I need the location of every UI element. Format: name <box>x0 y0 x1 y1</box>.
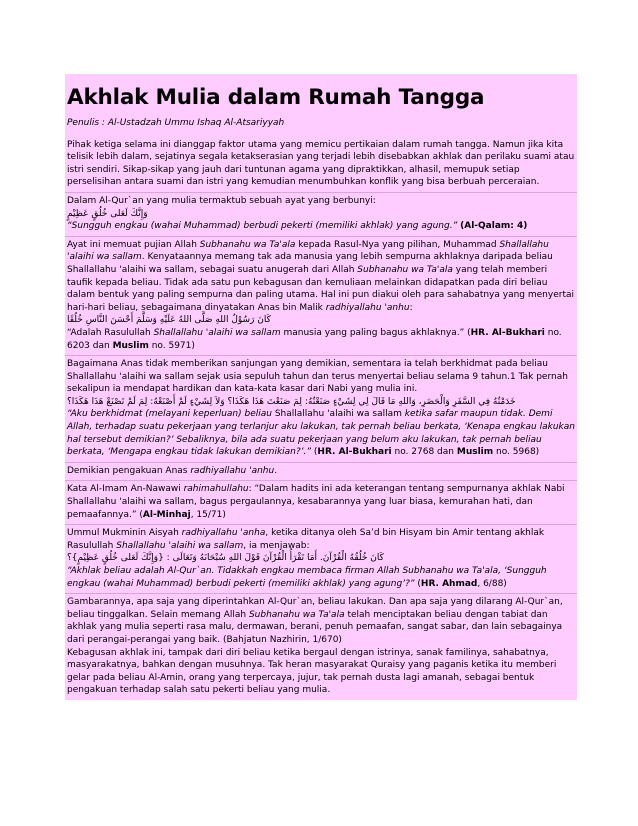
text: no. 5971) <box>148 340 195 351</box>
paragraph-6 <box>65 594 577 700</box>
text: Kata Al-Imam An-Nawawi <box>67 484 184 495</box>
text-bold: HR. Ahmad <box>420 578 478 589</box>
text: no. 6203 dan <box>67 327 562 351</box>
text-italic: “Aku berkhidmat (melayani keperluan) beliau <box>67 409 275 420</box>
quran-translation-line <box>67 220 575 233</box>
page-title: Akhlak Mulia dalam Rumah Tangga <box>65 74 577 117</box>
paragraph-1-text <box>67 239 575 315</box>
quran-reference: (Al-Qalam: 4) <box>460 221 528 232</box>
hadith-translation-1 <box>67 327 575 352</box>
text-italic: radhiyallahu 'anhu <box>190 465 275 476</box>
text: . Kenyataannya memang tak ada manusia yang lebih sempurna akhlaknya daripada beliau Shallallahu 'alaihi wa sallam, sebagai suatu anugerah dari Allah <box>67 252 553 275</box>
text: telah menciptakan beliau dengan tabiat dan akhlak yang mulia seperti rasa malu, dermawan, berani, penuh pemaafan, sangat sabar, dan lain sebagainya dari perangai-perangai yang baik. (Bahjatun Nazhirin, 1/670) <box>67 609 563 645</box>
text-italic: radhiyallahu 'anhu <box>325 302 410 313</box>
text: , ketika ditanya oleh Sa’d bin Hisyam bin Amir tentang akhlak Rasulullah <box>67 528 545 551</box>
text: no. 2768 dan <box>391 447 457 458</box>
paragraph-2 <box>65 356 577 462</box>
text: : <box>409 302 413 313</box>
text-italic: Subhanahu wa Ta'ala <box>357 264 453 275</box>
text: , 6/88) <box>477 578 507 589</box>
text-italic: Subhanahu wa Ta'ala <box>199 239 296 250</box>
text: “Adalah Rasulullah <box>67 327 154 338</box>
quran-arabic: وَإِنَّكَ لَعَلى خُلُقٍ عَظِيْمٍ <box>67 208 148 219</box>
hadith-translation-2 <box>67 408 575 458</box>
author-line: Penulis : Al-Ustadzah Ummu Ishaq Al-Atsariyyah <box>65 117 577 133</box>
text: Demikian pengakuan Anas <box>67 465 191 476</box>
paragraph-4 <box>65 481 577 524</box>
text: , ia menjawab: <box>243 540 310 551</box>
text: yang telah memberi taufik kepada beliau. Tidak ada satu pun kebagusan dan kemuliaan melainkan didapatkan pada diri beliau dalam bentuk yang paling sempurna dan paling utama. Hal ini pun diakui oleh para sahabatnya yang menyertai hari-hari beliau, sebagaimana dinyatakan Anas bin Malik <box>67 264 574 313</box>
text-italic: Shallallahu 'alaihi wa sallam <box>153 327 281 338</box>
text-italic: “Akhlak beliau adalah Al-Qur`an. Tidakkah engkau membaca firman Allah Subhanahu wa Ta'ala, ‘Sungguh engkau (wahai Muhammad) berbudi pekerti (memiliki akhlak) yang agung’?” <box>67 566 547 589</box>
text: manusia yang paling bagus akhlaknya.” ( <box>280 327 471 338</box>
hadith-arabic-1: كَانَ رَسُوْلُ اللهِ صَلَّى اللهُ عَلَيْهِ وَسَلَّمَ أَحْسَنَ النَّاسِ خُلُقًا <box>67 315 271 326</box>
quran-section <box>65 193 577 236</box>
text-bold: Muslim <box>112 340 149 351</box>
paragraph-5 <box>65 525 577 593</box>
text: , 15/71) <box>190 509 226 520</box>
article <box>65 74 577 700</box>
text-bold: Al-Minhaj <box>142 509 191 520</box>
text-italic: Shallallahu 'alaihi wa sallam <box>116 540 244 551</box>
hadith-arabic-2: خَدَمْتُهُ فِي السَّفَرِ وَالْحَضَرِ، وَاللهِ مَا قَالَ لِي لِشَيْءٍ صَنَعْتُهُ: لِمَ صَنَعْتَ هَذَا هَكَذَا؟ وَلاَ لِشَيْءٍ لَمْ أَصْنَعْهُ: لِمَ لَمْ تَصْنَعْ هَذَا هَكَذَا؟ <box>67 396 516 407</box>
paragraph-2-text: Bagaimana Anas tidak memberikan sanjungan yang demikian, sementara ia telah berkhidmat pada beliau Shallallahu 'alaihi wa sallam sejak usia sepuluh tahun dan terus menyertai beliau selama 9 tahun.1 Tak pernah sekalipun ia mendapat hardikan dan kata-kata kasar dari Nabi yang mulia ini. <box>67 359 568 395</box>
text: Ayat ini memuat pujian Allah <box>67 239 200 250</box>
intro-paragraph: Pihak ketiga selama ini dianggap faktor utama yang memicu pertikaian dalam rumah tangga. Namun jika kita telisik lebih dalam, sejatinya segala ketakserasian yang terjadi lebih disebabkan akhlak dan perilaku suami atau istri sendiri. Sikap-sikap yang jauh dari tuntunan agama yang dipraktikkan, alhasil, memupuk setiap perselisihan antara suami dan istri yang kemudian menumbuhkan konflik yang bisa berbuah perceraian. <box>65 137 577 192</box>
paragraph-1 <box>65 237 577 355</box>
text-italic: Shallallahu 'alaihi wa sallam <box>67 239 549 263</box>
quran-translation: “Sungguh engkau (wahai Muhammad) berbudi pekerti (memiliki akhlak) yang agung.” <box>67 221 458 232</box>
text-italic: Subhanahu wa Ta'ala <box>248 609 345 620</box>
hadith-arabic-3: كَانَ خُلُقُهُ الْقُرْآنَ. أَمَا تَقْرَأُ الْقُرْآنَ قَوْلَ اللهِ سُبْحَانَهُ وَتَعَالَى : {وَإِنَّكَ لَعَلى خُلُقٍ عَظِيْمٍ}؟ <box>67 553 384 564</box>
text-bold: HR. Al-Bukhari <box>470 327 545 338</box>
text-bold: HR. Al-Bukhari <box>317 447 392 458</box>
text-bold: Muslim <box>456 447 494 458</box>
quran-lead: Dalam Al-Qur`an yang mulia termaktub sebuah ayat yang berbunyi: <box>67 195 376 206</box>
text: ( <box>311 447 318 458</box>
text: no. 5968) <box>493 447 540 458</box>
text: Shallallahu 'alaihi wa sallam <box>274 409 402 420</box>
text: Ummul Mukminin Aisyah <box>67 528 182 539</box>
paragraph-6-text <box>67 596 575 646</box>
hadith-translation-3 <box>67 565 575 590</box>
text-italic: radhiyallahu 'anha <box>181 528 266 539</box>
text: ( <box>414 578 421 589</box>
text: kepada Rasul-Nya yang pilihan, Muhammad <box>295 239 500 250</box>
text-italic: rahimahullahu <box>183 484 249 495</box>
paragraph-3 <box>65 463 577 481</box>
text: Gambarannya, apa saja yang diperintahkan Al-Qur`an, beliau lakukan. Dan apa saja yang dilarang Al-Qur`an, beliau tinggalkan. Selain memang Allah <box>67 597 563 620</box>
paragraph-5-text <box>67 527 575 552</box>
paragraph-7-text: Kebagusan akhlak ini, tampak dari diri beliau ketika bergaul dengan istrinya, sanak familinya, sahabatnya, masyarakatnya, bahkan dengan musuhnya. Tak heran masyarakat Quraisy yang paganis ketika itu memberi gelar pada beliau Al-Amin, orang yang terpercaya, jujur, tak pernah dusta lagi amanah, sebagai bentuk pengakuan terhadap salah satu pekerti beliau yang mulia. <box>67 647 557 696</box>
text: : “Dalam hadits ini ada keterangan tentang sempurnanya akhlak Nabi Shallallahu 'alaihi wa sallam, bagus pergaulannya, kesabarannya yang luar biasa, kemurahan hati, dan pemaafannya.” ( <box>67 484 565 520</box>
text-italic: ketika safar maupun tidak. Demi Allah, terhadap suatu pekerjaan yang terlanjur aku lakukan, tak pernah beliau berkata, ‘Kenapa engkau lakukan hal tersebut demikian?’ Sebaliknya, bila ada suatu pekerjaan yang belum aku lakukan, tak pernah beliau berkata, ‘Mengapa engkau tidak lakukan demikian?’.” <box>67 409 575 458</box>
text: . <box>274 465 278 476</box>
